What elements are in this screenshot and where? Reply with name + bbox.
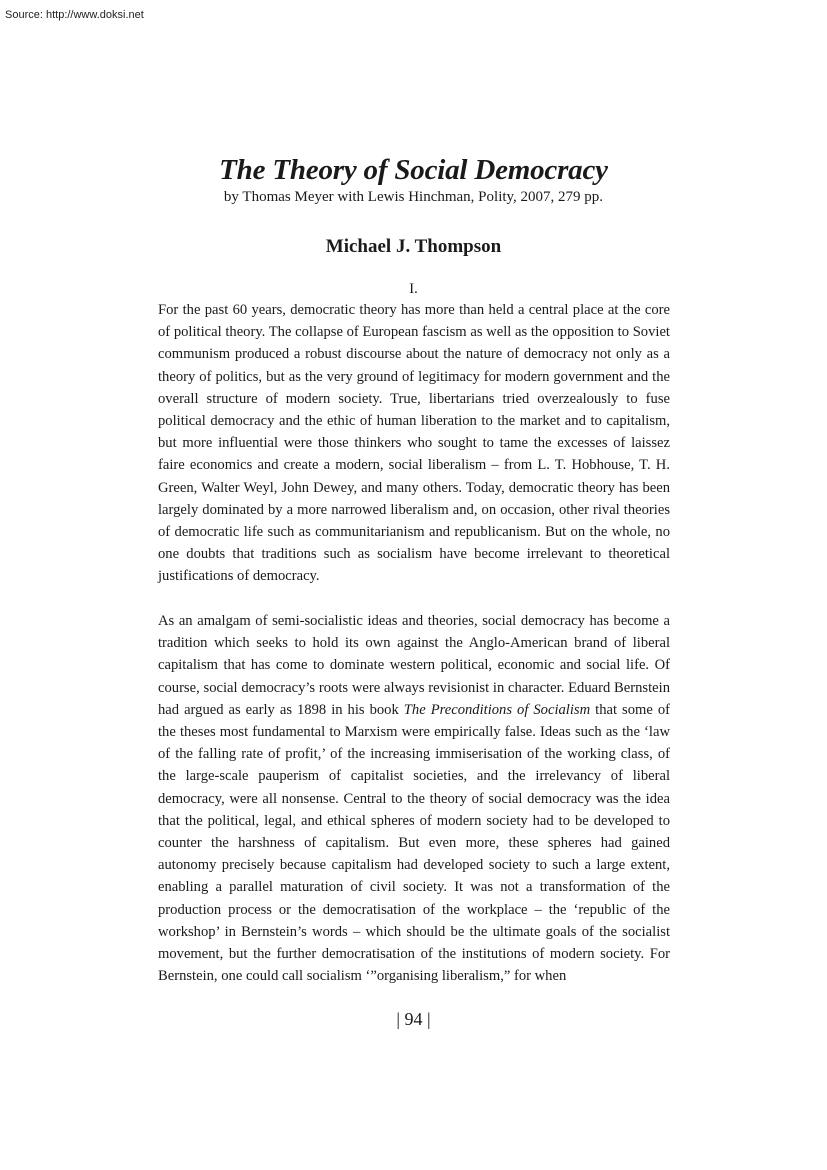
- book-title-italic: The Preconditions of Socialism: [403, 701, 591, 718]
- paragraph-2-part-2: that some of the theses most fundamental to Marxism were empirically false. Ideas such as the ‘law of the falling rate of profit,’ of the increasing immiserisation of the working class, of the large-scale pauperism of capitalist societies, and the irrelevancy of liberal democracy, were all nonsense. Central to the theory of social democracy was the idea that the political, legal, and ethical spheres of modern society had to be developed to counter the harshness of capitalism. But even more, these spheres had gained autonomy precisely because capitalism had developed society to such a large extent, enabling a parallel maturation of civil society. It was not a transformation of the production process or the democratisation of the workplace – the ‘republic of the workshop’ in Bernstein’s words – which should be the ultimate goals of the socialist movement, but the further democratisation of the institutions of modern society. For Bernstein, one could call socialism ‘”organising liberalism,” for when: [158, 701, 670, 985]
- section-marker: I.: [409, 281, 418, 297]
- paragraph-1: For the past 60 years, democratic theory has more than held a central place at the core of political theory. The collapse of European fascism as well as the opposition to Soviet communism produced a robust discourse about the nature of democracy not only as a theory of politics, but as the very ground of legitimacy for modern government and the overall structure of modern society. True, libertarians tried overzealously to fuse political democracy and the ethic of human liberation to the market and to capitalism, but more influential were those thinkers who sought to tame the excesses of laissez faire economics and create a modern, social liberalism – from L. T. Hobhouse, T. H. Green, Walter Weyl, John Dewey, and many others. Today, democratic theory has been largely dominated by a more narrowed liberalism and, on occasion, other rival theories of democratic life such as communitarianism and republicanism. But on the whole, no one doubts that traditions such as socialism have become irrelevant to theoretical justifications of democracy.: [158, 302, 670, 585]
- paragraph-2-part-1: As an amalgam of semi-socialistic ideas and theories, social democracy has become a tradition which seeks to hold its own against the Anglo-American brand of liberal capitalism that has come to dominate western political, economic and social life. Of course, social democracy’s roots were always revisionist in character. Eduard Bernstein had argued as early as 1898 in his book: [158, 613, 670, 718]
- source-link[interactable]: Source: http://www.doksi.net: [5, 9, 144, 21]
- book-citation: by Thomas Meyer with Lewis Hinchman, Polity, 2007, 279 pp.: [223, 189, 604, 205]
- page-number-right-bar: |: [427, 1009, 431, 1029]
- page-number: [0, 1009, 827, 1030]
- page-number-left-bar: |: [396, 1009, 400, 1029]
- paragraph-2: [158, 610, 670, 987]
- review-title: The Theory of Social Democracy: [219, 154, 608, 186]
- page-number-value: 94: [404, 1009, 423, 1029]
- author-name: Michael J. Thompson: [325, 236, 502, 257]
